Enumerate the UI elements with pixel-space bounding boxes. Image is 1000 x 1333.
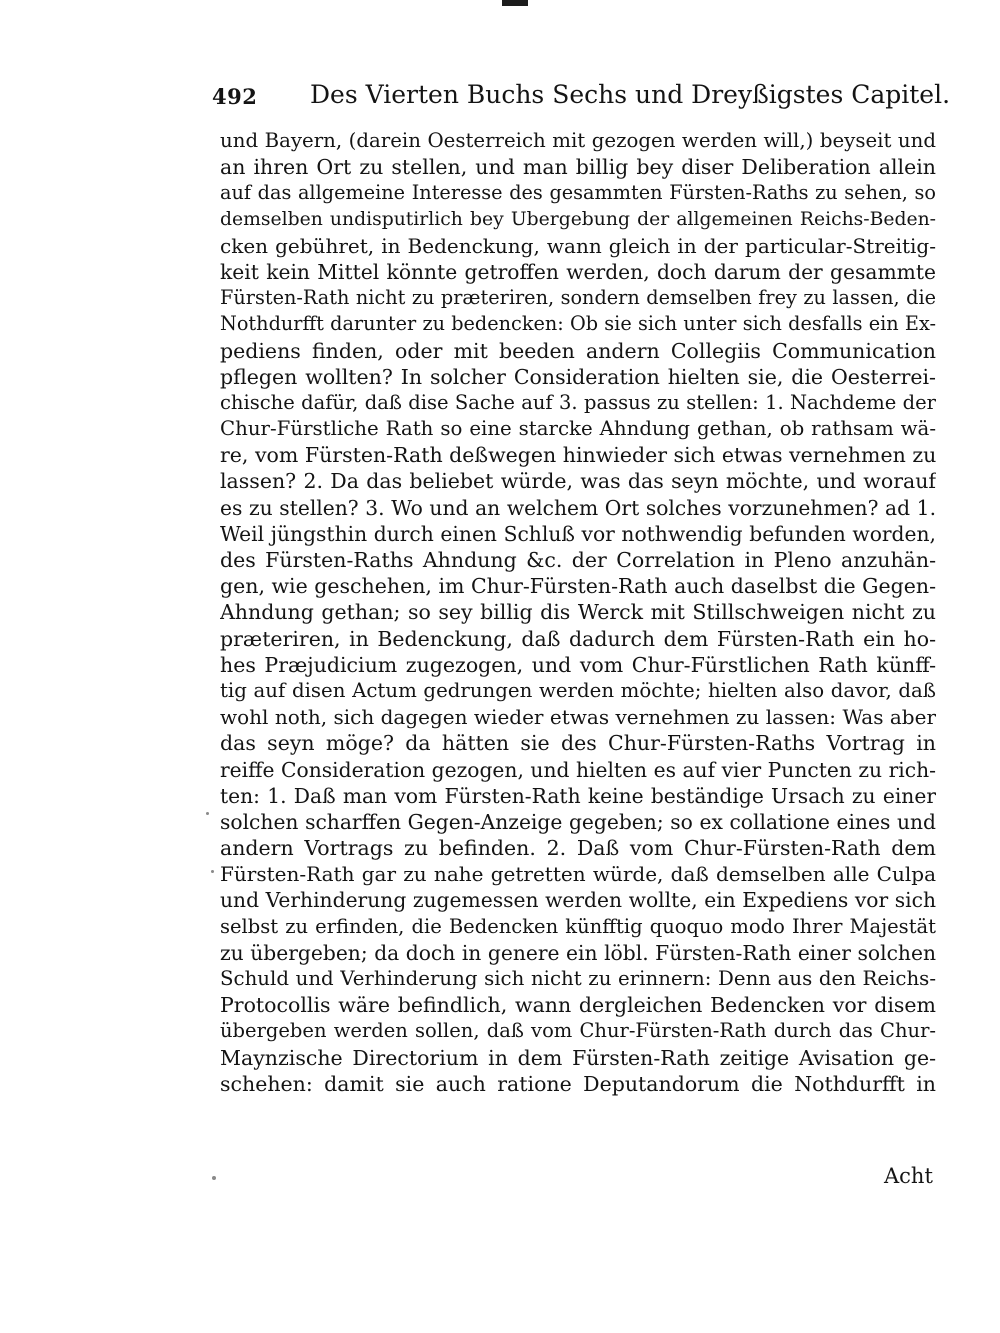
text-line: auf das allgemeine Interesse des gesammten Fürsten-Raths zu sehen, so bbox=[220, 181, 936, 205]
text-line: Protocollis wäre befindlich, wann dergleichen Bedencken vor disem bbox=[220, 993, 936, 1018]
ink-speck bbox=[212, 1176, 216, 1180]
text-line: schehen: damit sie auch ratione Deputandorum die Nothdurfft in bbox=[220, 1071, 936, 1096]
text-line: andern Vortrags zu befinden. 2. Daß vom Chur-Fürsten-Rath dem bbox=[220, 836, 936, 861]
text-line: zu übergeben; da doch in genere ein löbl. Fürsten-Rath einer solchen bbox=[220, 940, 936, 965]
text-line: wohl noth, sich dagegen wieder etwas vernehmen zu lassen: Was aber bbox=[220, 705, 936, 730]
text-line: re, vom Fürsten-Rath deßwegen hinwieder sich etwas vernehmen zu bbox=[220, 443, 936, 468]
running-head: Des Vierten Buchs Sechs und Dreyßigstes Capitel. bbox=[310, 80, 951, 109]
text-line: Nothdurfft darunter zu bedencken: Ob sie sich unter sich desfalls ein Ex- bbox=[220, 312, 936, 336]
text-line: præteriren, in Bedenckung, daß dadurch dem Fürsten-Rath ein ho- bbox=[220, 626, 936, 651]
text-line: Fürsten-Rath gar zu nahe getretten würde, daß demselben alle Culpa bbox=[220, 862, 936, 887]
text-line: demselben undisputirlich bey Ubergebung der allgemeinen Reichs-Beden- bbox=[220, 208, 936, 230]
text-line: hes Præjudicium zugezogen, und vom Chur-Fürstlichen Rath künff- bbox=[220, 652, 936, 677]
ink-speck bbox=[211, 870, 214, 873]
text-line: übergeben werden sollen, daß vom Chur-Fürsten-Rath durch das Chur- bbox=[220, 1019, 936, 1043]
body-text bbox=[220, 128, 940, 1097]
text-line: solchen scharffen Gegen-Anzeige gegeben; so ex collatione eines und bbox=[220, 809, 936, 834]
text-line: lassen? 2. Da das beliebet würde, was das seyn möchte, und worauf bbox=[220, 469, 936, 494]
text-line: chische dafür, daß dise Sache auf 3. passus zu stellen: 1. Nachdeme der bbox=[220, 390, 936, 414]
text-line: Chur-Fürstliche Rath so eine starcke Ahndung gethan, ob rathsam wä- bbox=[220, 417, 936, 441]
text-line: keit kein Mittel könnte getroffen werden, doch darum der gesammte bbox=[220, 259, 936, 284]
text-line: Fürsten-Rath nicht zu præteriren, sondern demselben frey zu lassen, die bbox=[220, 286, 936, 310]
page-number: 492 bbox=[212, 84, 258, 109]
text-line: Maynzische Directorium in dem Fürsten-Rath zeitige Avisation ge- bbox=[220, 1045, 936, 1070]
text-line: pflegen wollten? In solcher Consideration hielten sie, die Oesterrei- bbox=[220, 364, 936, 389]
page-header bbox=[212, 80, 951, 116]
text-line: gen, wie geschehen, im Chur-Fürsten-Rath auch daselbst die Gegen- bbox=[220, 574, 936, 599]
text-line: und Bayern, (darein Oesterreich mit gezogen werden will,) beyseit und bbox=[220, 129, 936, 152]
text-line: tig auf disen Actum gedrungen werden möchte; hielten also davor, daß bbox=[220, 678, 936, 702]
text-line: Weil jüngsthin durch einen Schluß vor nothwendig befunden worden, bbox=[220, 521, 936, 546]
catchword: Acht bbox=[884, 1164, 933, 1188]
text-line: Ahndung gethan; so sey billig dis Werck mit Stillschweigen nicht zu bbox=[220, 600, 936, 625]
text-line: reiffe Consideration gezogen, und hielten es auf vier Puncten zu rich- bbox=[220, 757, 936, 782]
text-line: es zu stellen? 3. Wo und an welchem Ort solches vorzunehmen? ad 1. bbox=[220, 495, 936, 520]
scan-edge-mark bbox=[502, 0, 528, 6]
text-line: pediens finden, oder mit beeden andern Collegiis Communication bbox=[220, 338, 936, 363]
text-line: des Fürsten-Raths Ahndung &c. der Correlation in Pleno anzuhän- bbox=[220, 548, 936, 572]
text-line: Schuld und Verhinderung sich nicht zu erinnern: Denn aus den Reichs- bbox=[220, 967, 936, 990]
ink-speck bbox=[206, 812, 209, 815]
text-line: an ihren Ort zu stellen, und man billig bey diser Deliberation allein bbox=[220, 155, 936, 180]
text-line: das seyn möge? da hätten sie des Chur-Fürsten-Raths Vortrag in bbox=[220, 731, 936, 756]
text-line: cken gebühret, in Bedenckung, wann gleich in der particular-Streitig- bbox=[220, 233, 936, 258]
text-line: selbst zu erfinden, die Bedencken künfftig quoquo modo Ihrer Majestät bbox=[220, 914, 936, 938]
text-line: und Verhinderung zugemessen werden wollte, ein Expediens vor sich bbox=[220, 888, 936, 913]
text-line: ten: 1. Daß man vom Fürsten-Rath keine beständige Ursach zu einer bbox=[220, 783, 936, 808]
